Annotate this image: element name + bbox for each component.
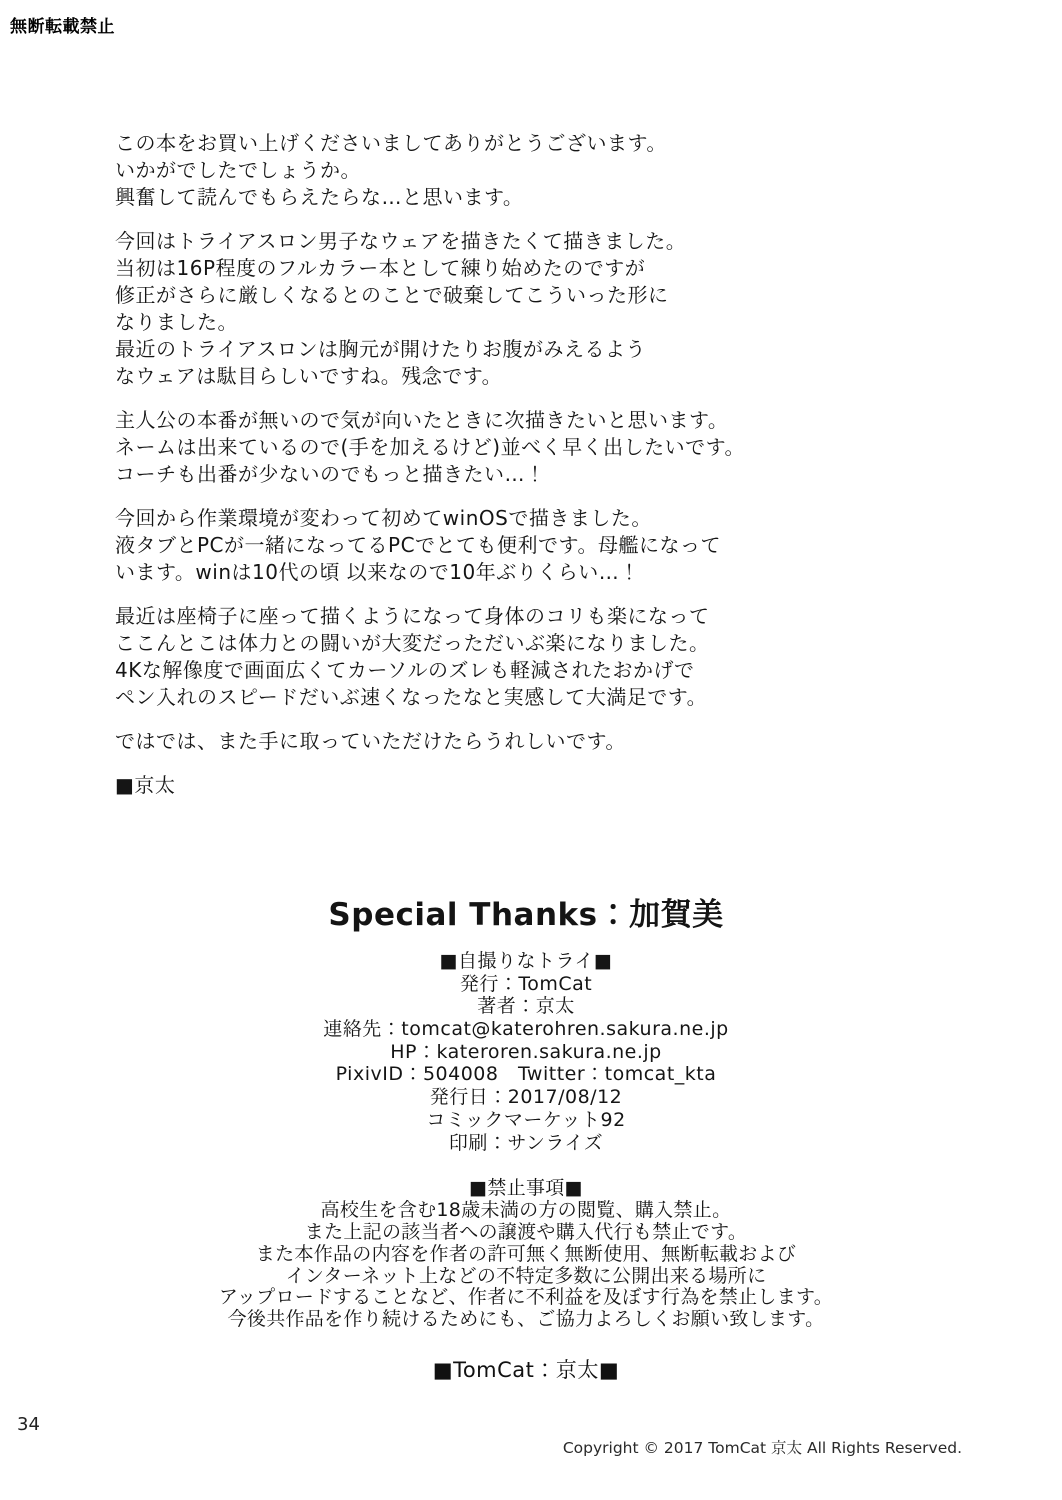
afterword-line: 興奮して読んでもらえたらな…と思います。 (115, 185, 524, 209)
afterword-line: 今回はトライアスロン男子なウェアを描きたくて描きました。 (115, 229, 687, 253)
prohibition-line: また上記の該当者への譲渡や購入代行も禁止です。 (304, 1220, 748, 1243)
afterword-line: 主人公の本番が無いので気が向いたときに次描きたいと思います。 (115, 408, 729, 432)
colophon-line: PixivID：504008 Twitter：tomcat_kta (335, 1063, 717, 1086)
colophon-line: ■自撮りなトライ■ (439, 950, 613, 972)
colophon-line: 印刷：サンライズ (448, 1131, 604, 1154)
afterword-line: ここんとこは体力との闘いが大変だっただいぶ楽になりました。 (115, 631, 710, 655)
colophon-line: コミックマーケット92 (426, 1108, 626, 1131)
no-reproduction-notice: 無断転載禁止 (10, 17, 115, 37)
afterword-line: 修正がさらに厳しくなるとのことで破棄してこういった形に (115, 283, 669, 307)
afterword-line: なりました。 (115, 310, 238, 334)
colophon-line: HP：kateroren.sakura.ne.jp (390, 1040, 662, 1063)
colophon-line: 著者：京太 (477, 995, 575, 1018)
colophon-block (0, 950, 1052, 1154)
afterword-line: この本をお買い上げくださいましてありがとうございます。 (115, 131, 667, 155)
prohibition-line: 高校生を含む18歳未満の方の閲覧、購入禁止。 (320, 1198, 732, 1221)
prohibition-block (0, 1178, 1052, 1331)
colophon-line: 連絡先：tomcat@katerohren.sakura.ne.jp (323, 1018, 729, 1041)
afterword-line: 最近のトライアスロンは胸元が開けたりお腹がみえるよう (115, 337, 646, 361)
afterword-line: ではでは、また手に取っていただけたらうれしいです。 (115, 729, 626, 753)
afterword-line: いかがでしたでしょうか。 (115, 158, 361, 182)
afterword-line (115, 211, 955, 228)
prohibition-line: アップロードすることなど、作者に不利益を及ぼす行為を禁止します。 (218, 1286, 834, 1309)
afterword-line: ネームは出来ているので(手を加えるけど)並べく早く出したいです。 (115, 435, 746, 459)
prohibition-line: インターネット上などの不特定多数に公開出来る場所に (285, 1264, 767, 1287)
afterword-line: ペン入れのスピードだいぶ速くなったなと実感して大満足です。 (115, 685, 708, 709)
afterword-line: ■京太 (115, 773, 176, 797)
prohibition-line: また本作品の内容を作者の許可無く無断使用、無断転載および (255, 1242, 797, 1265)
afterword-line (115, 488, 955, 505)
afterword-line (115, 711, 955, 728)
afterword-line (115, 586, 955, 603)
circle-author-line: ■TomCat：京太■ (432, 1358, 620, 1382)
afterword-line (115, 390, 955, 407)
copyright-line: Copyright © 2017 TomCat 京太 All Rights Reserved. (562, 1439, 962, 1457)
special-thanks-heading: Special Thanks：加賀美 (328, 897, 724, 933)
afterword-line: います。winは10代の頃 以来なので10年ぶりくらい…！ (115, 560, 640, 584)
afterword-line: 最近は座椅子に座って描くようになって身体のコリも楽になって (115, 604, 710, 628)
afterword-line: 4Kな解像度で画面広くてカーソルのズレも軽減されたおかげで (115, 658, 695, 682)
colophon-line: 発行：TomCat (459, 972, 593, 995)
afterword-line: なウェアは駄目らしいですね。残念です。 (115, 364, 503, 388)
afterword-line: 今回から作業環境が変わって初めてwinOSで描きました。 (115, 506, 652, 530)
afterword-line: コーチも出番が少ないのでもっと描きたい…！ (115, 462, 546, 486)
prohibition-line: ■禁止事項■ (469, 1177, 583, 1199)
colophon-line: 発行日：2017/08/12 (429, 1086, 623, 1109)
page-number: 34 (17, 1414, 40, 1435)
afterword-line: 液タブとPCが一緒になってるPCでとても便利です。母艦になって (115, 533, 721, 557)
afterword-text (115, 130, 955, 799)
afterword-line (115, 755, 955, 772)
afterword-line: 当初は16P程度のフルカラー本として練り始めたのですが (115, 256, 646, 280)
prohibition-line: 今後共作品を作り続けるためにも、ご協力よろしくお願い致します。 (227, 1308, 825, 1331)
